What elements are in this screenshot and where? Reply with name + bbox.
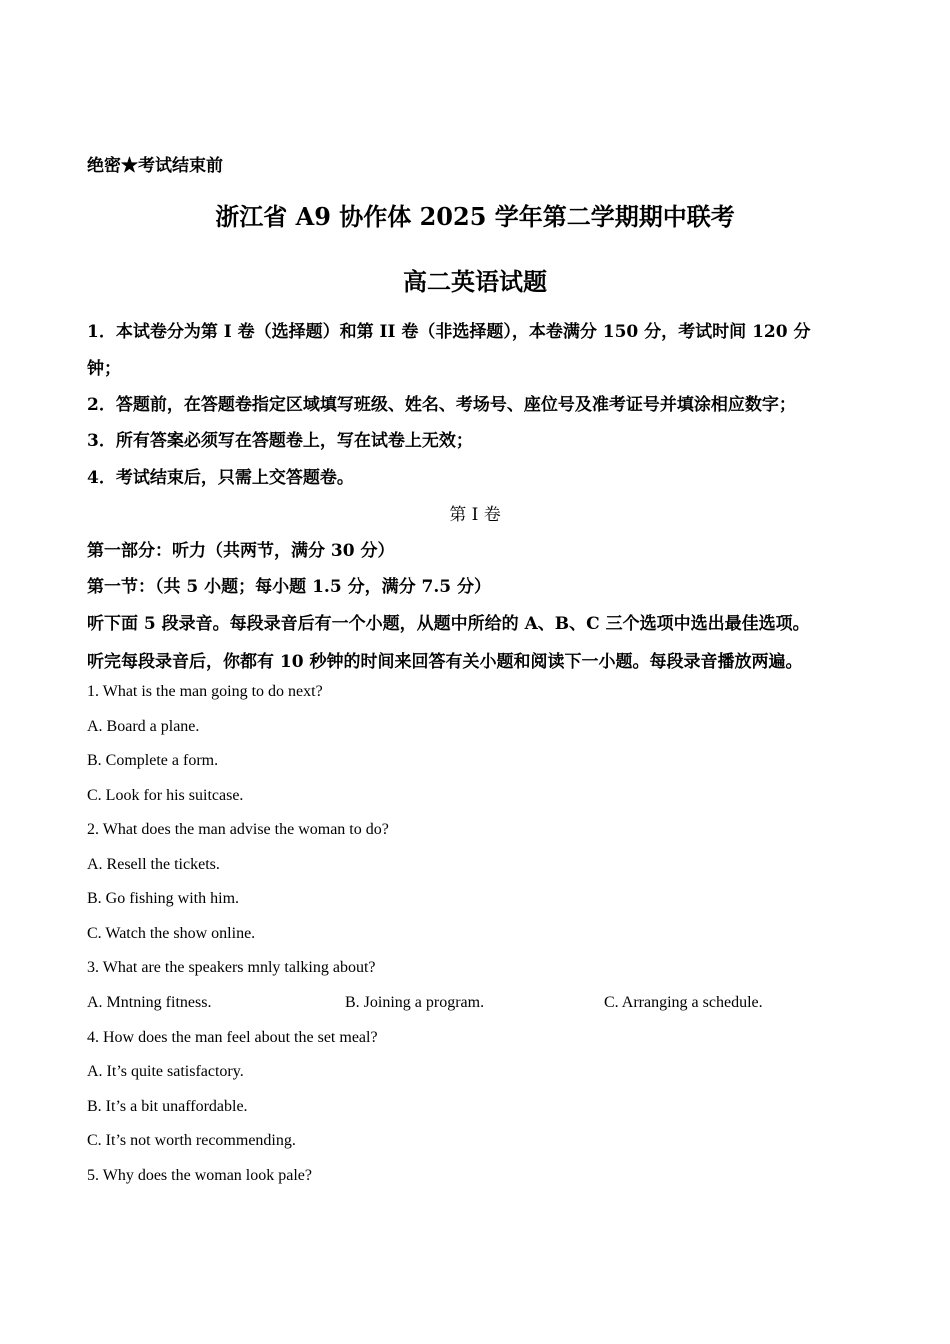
instruction-line-1: 听下面 5 段录音。每段录音后有一个小题，从题中所给的 A、B、C 三个选项中选出最佳选项。 <box>87 614 810 634</box>
question-2-option-c: C. Watch the show online. <box>87 925 256 942</box>
note-1-continued: 钟； <box>87 359 121 379</box>
question-3-option-b: B. Joining a program. <box>345 994 485 1011</box>
question-2-option-b: B. Go fishing with him. <box>87 890 240 907</box>
question-1-option-a: A. Board a plane. <box>87 718 200 735</box>
exam-subtitle: 高二英语试题 <box>403 267 547 296</box>
volume-heading: 第 I 卷 <box>449 505 501 525</box>
question-3-option-a: A. Mntning fitness. <box>87 994 212 1011</box>
confidential-mark: 绝密★考试结束前 <box>87 156 223 176</box>
section-title: 第一节：（共 5 小题；每小题 1.5 分，满分 7.5 分） <box>87 577 491 597</box>
question-4-option-c: C. It’s not worth recommending. <box>87 1132 296 1149</box>
question-1-option-c: C. Look for his suitcase. <box>87 787 244 804</box>
question-4-option-b: B. It’s a bit unaffordable. <box>87 1098 248 1115</box>
note-1: 1．本试卷分为第 I 卷（选择题）和第 II 卷（非选择题），本卷满分 150 分，考试时间 120 分 <box>87 322 811 342</box>
question-1: 1. What is the man going to do next? <box>87 683 323 700</box>
note-2: 2．答题前，在答题卷指定区域填写班级、姓名、考场号、座位号及准考证号并填涂相应数字； <box>87 395 796 415</box>
question-2: 2. What does the man advise the woman to do? <box>87 821 389 838</box>
question-5: 5. Why does the woman look pale? <box>87 1167 312 1184</box>
question-4-option-a: A. It’s quite satisfactory. <box>87 1063 244 1080</box>
note-3: 3．所有答案必须写在答题卷上，写在试卷上无效； <box>87 431 473 451</box>
question-3: 3. What are the speakers mnly talking about? <box>87 959 376 976</box>
instruction-line-2: 听完每段录音后，你都有 10 秒钟的时间来回答有关小题和阅读下一小题。每段录音播放两遍。 <box>87 652 803 672</box>
question-2-option-a: A. Resell the tickets. <box>87 856 220 873</box>
question-3-option-c: C. Arranging a schedule. <box>604 994 763 1011</box>
part-title: 第一部分：听力（共两节，满分 30 分） <box>87 541 395 561</box>
note-4: 4．考试结束后，只需上交答题卷。 <box>87 468 354 488</box>
exam-title: 浙江省 A9 协作体 2025 学年第二学期期中联考 <box>215 202 735 231</box>
question-1-option-b: B. Complete a form. <box>87 752 219 769</box>
question-4: 4. How does the man feel about the set meal? <box>87 1029 378 1046</box>
